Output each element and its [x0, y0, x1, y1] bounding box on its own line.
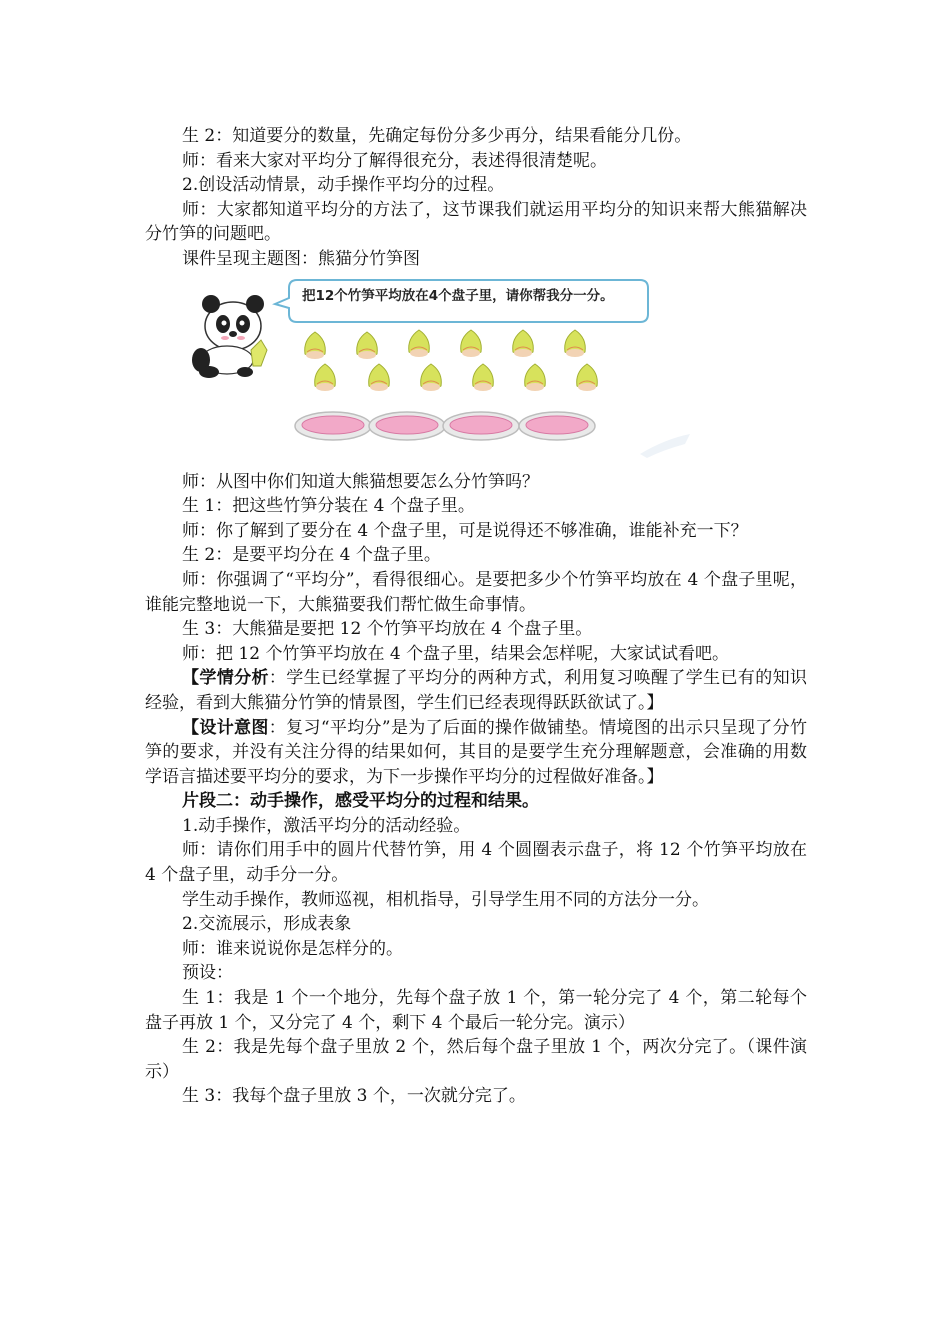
- paragraph: 师：把 12 个竹笋平均放在 4 个盘子里，结果会怎样呢，大家试试看吧。: [182, 643, 730, 664]
- paragraph: 生 3：我每个盘子里放 3 个，一次就分完了。: [182, 1086, 526, 1107]
- analysis-label: 【学情分析: [182, 668, 269, 689]
- paragraph: 生 1：我是 1 个一个地分，先每个盘子放 1 个，第一轮分完了 4 个，第二轮每个盘子再放 1 个，又分完了 4 个，剩下 4 个最后一轮分完。演示）: [145, 988, 807, 1033]
- paragraph: 师：你了解到了要分在 4 个盘子里，可是说得还不够准确，谁能补充一下？: [182, 520, 748, 541]
- design-intent-text: ：复习“平均分”是为了后面的操作做铺垫。情境图的出示只呈现了分竹笋的要求，并没有关注分得的结果如何，其目的是要学生充分理解题意，会准确的用数学语言描述要平均分的要求，为下一步操作平均分的过程做好准备。】: [145, 717, 808, 787]
- paragraph: 2.创设活动情景，动手操作平均分的过程。: [182, 175, 505, 196]
- paragraph: 课件呈现主题图：熊猫分竹笋图: [182, 248, 420, 269]
- paragraph: 生 1：把这些竹笋分装在 4 个盘子里。: [182, 496, 475, 517]
- paragraph: 师：你强调了“平均分”，看得很细心。是要把多少个竹笋平均放在 4 个盘子里呢，谁能完整地说一下，大熊猫要我们帮忙做生命事情。: [145, 569, 807, 615]
- paragraph: 预设：: [182, 963, 233, 984]
- speech-bubble-text: 把12个竹笋平均放在4个盘子里，请你帮我分一分。: [302, 287, 614, 304]
- paragraph: 学生动手操作，教师巡视，相机指导，引导学生用不同的方法分一分。: [182, 889, 709, 910]
- paragraph: 师：从图中你们知道大熊猫想要怎么分竹笋吗？: [182, 471, 539, 492]
- panda-icon: [192, 295, 267, 378]
- paragraph: 2.交流展示，形成表象: [182, 914, 352, 935]
- paragraph: 1.动手操作，激活平均分的活动经验。: [182, 815, 471, 836]
- paragraph: 师：请你们用手中的圆片代替竹笋，用 4 个圆圈表示盘子，将 12 个竹笋平均放在 4 个盘子里，动手分一分。: [145, 840, 807, 886]
- section-title: [145, 789, 807, 814]
- section-title-text: 片段二：动手操作，感受平均分的过程和结果。: [182, 791, 539, 812]
- analysis-note: [145, 666, 807, 715]
- paragraph: 生 2：我是先每个盘子里放 2 个，然后每个盘子里放 1 个，两次分完了。（课件演示）: [145, 1037, 807, 1082]
- panda-bamboo-figure: [145, 274, 807, 464]
- paragraph: 师：谁来说说你是怎样分的。: [182, 938, 403, 959]
- design-intent-label: 【设计意图: [182, 717, 269, 738]
- paragraph: 师：大家都知道平均分的方法了，这节课我们就运用平均分的知识来帮大熊猫解决分竹笋的问题吧。: [145, 199, 807, 245]
- analysis-text: ：学生已经掌握了平均分的两种方式，利用复习唤醒了学生已有的知识经验，看到大熊猫分竹笋的情景图，学生们已经表现得跃跃欲试了。】: [145, 668, 808, 713]
- document-body: [145, 124, 807, 1109]
- bamboo-shoots: [305, 330, 598, 391]
- design-intent-note: [145, 716, 807, 790]
- paragraph: 生 3：大熊猫是要把 12 个竹笋平均放在 4 个盘子里。: [182, 619, 593, 640]
- paragraph: 生 2：知道要分的数量，先确定每份分多少再分，结果看能分几份。: [182, 126, 692, 146]
- paragraph: 师：看来大家对平均分了解得很充分，表述得很清楚呢。: [182, 150, 607, 171]
- decor-swoosh: [640, 434, 690, 458]
- paragraph: 生 2：是要平均分在 4 个盘子里。: [182, 545, 441, 566]
- plates: [295, 412, 595, 440]
